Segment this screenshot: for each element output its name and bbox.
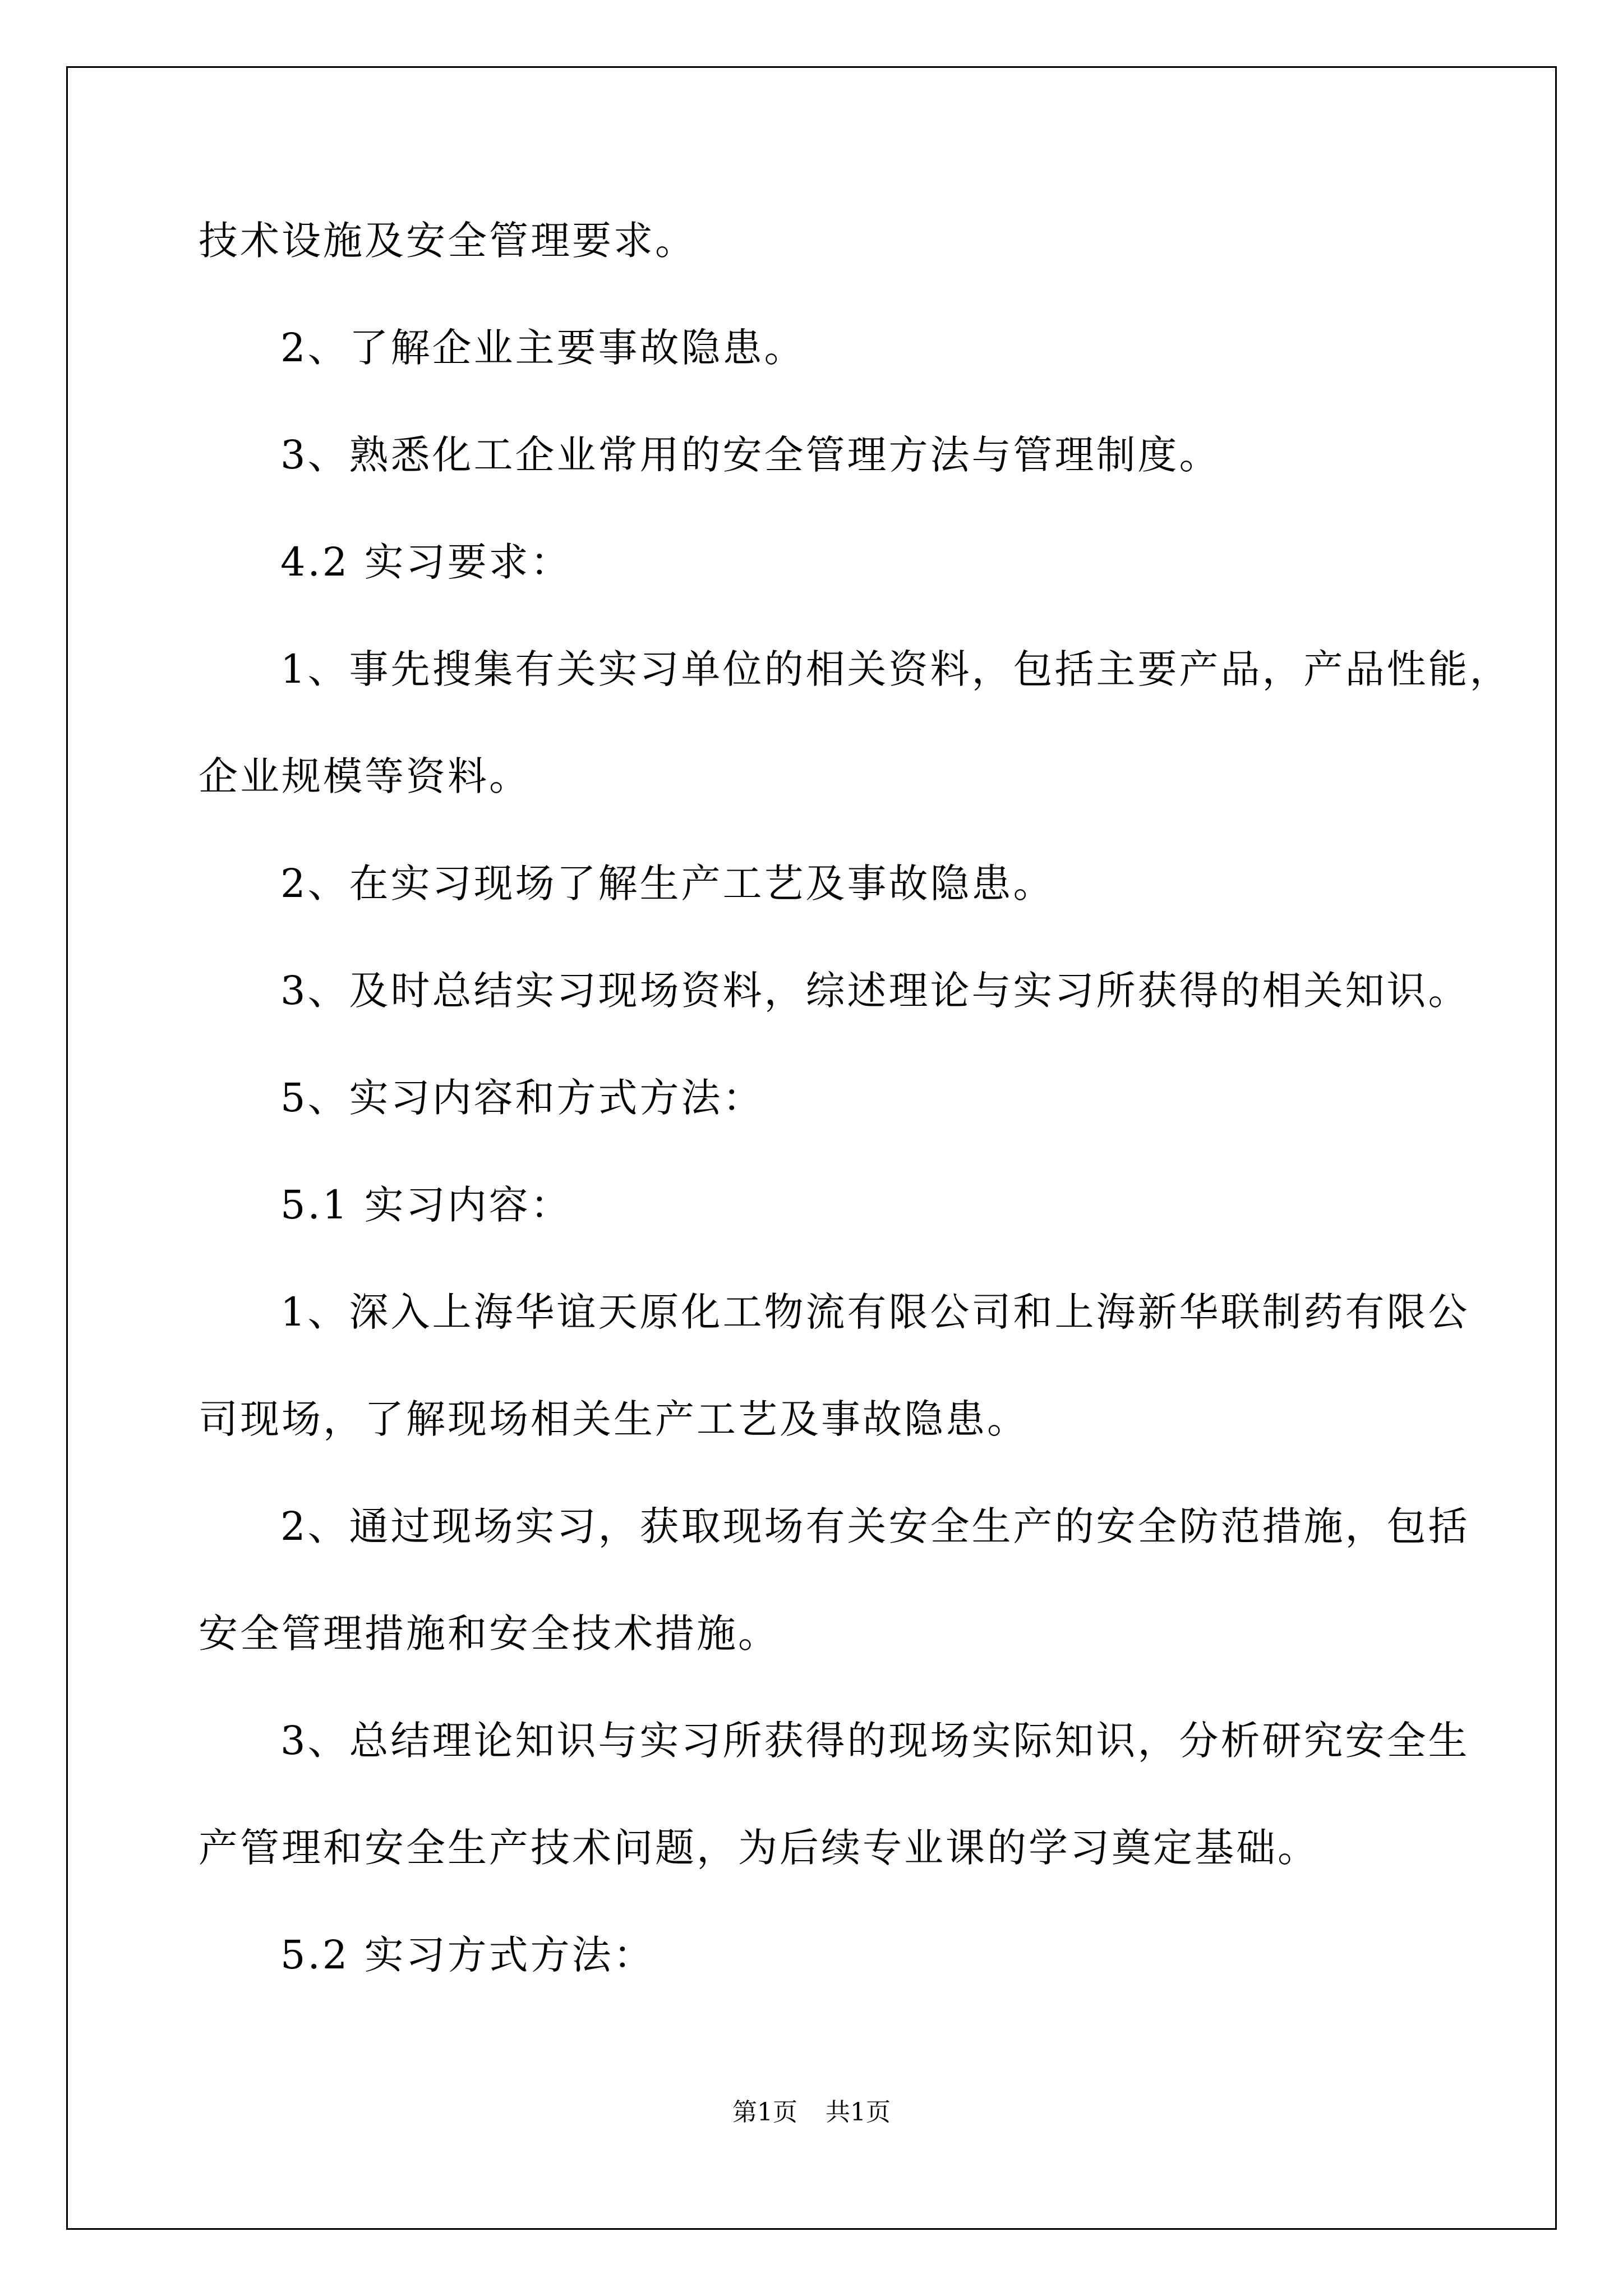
section-heading: 5.2 实习方式方法：	[280, 1932, 655, 1978]
paragraph-line: 安全管理措施和安全技术措施。	[199, 1611, 780, 1657]
section-heading: 5.1 实习内容：	[280, 1182, 572, 1228]
page-number: 第1页	[732, 2098, 797, 2127]
paragraph-line: 3、熟悉化工企业常用的安全管理方法与管理制度。	[280, 432, 1221, 478]
section-heading: 5、实习内容和方式方法：	[280, 1075, 764, 1121]
page-footer	[0, 2096, 1623, 2129]
paragraph-line: 2、通过现场实习，获取现场有关安全生产的安全防范措施，包括	[280, 1503, 1470, 1549]
paragraph-line: 3、总结理论知识与实习所获得的现场实际知识，分析研究安全生	[280, 1718, 1470, 1764]
paragraph-line: 2、在实习现场了解生产工艺及事故隐患。	[280, 861, 1055, 907]
paragraph-line: 技术设施及安全管理要求。	[199, 218, 697, 264]
paragraph-line: 2、了解企业主要事故隐患。	[280, 325, 806, 371]
paragraph-line: 司现场，了解现场相关生产工艺及事故隐患。	[199, 1396, 1029, 1442]
section-heading: 4.2 实习要求：	[280, 539, 572, 585]
page-total: 共1页	[826, 2098, 891, 2127]
paragraph-line: 1、事先搜集有关实习单位的相关资料，包括主要产品，产品性能，	[280, 646, 1511, 692]
paragraph-line: 1、深入上海华谊天原化工物流有限公司和上海新华联制药有限公	[280, 1289, 1470, 1335]
page-border	[66, 66, 1557, 2230]
paragraph-line: 产管理和安全生产技术问题，为后续专业课的学习奠定基础。	[199, 1825, 1319, 1871]
paragraph-line: 企业规模等资料。	[199, 753, 531, 799]
paragraph-line: 3、及时总结实习现场资料，综述理论与实习所获得的相关知识。	[280, 968, 1470, 1014]
